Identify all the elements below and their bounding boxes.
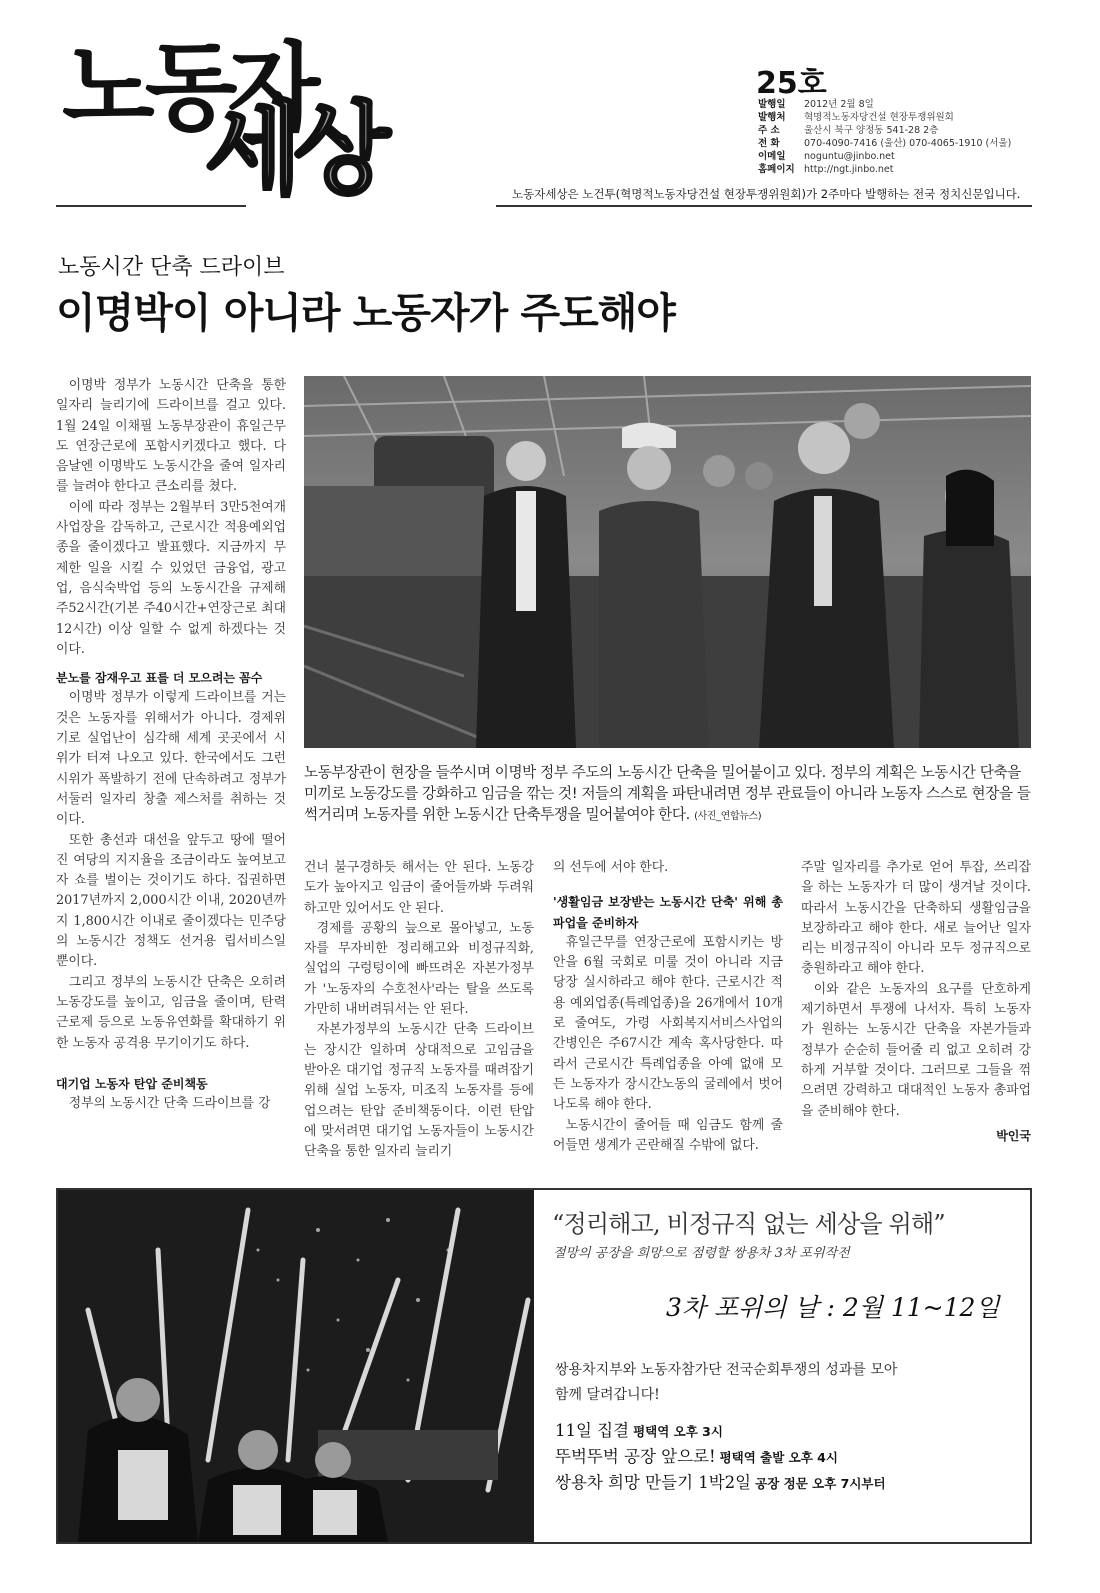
banner-subtitle: 절망의 공장을 희망으로 점령할 쌍용차 3차 포위작전 bbox=[553, 1246, 850, 1261]
email-link[interactable]: noguntu@jinbo.net bbox=[804, 151, 895, 162]
paragraph: 또한 총선과 대선을 앞두고 땅에 떨어진 여당의 지지율을 조금이라도 높여보고자 쇼를 벌이는 것이기도 하다. 집권하면 2017년까지 2,000시간 이내, 2020년까지 1,800시간 이내로 줄이겠다는 민주당의 노동시간 정책도 선거용 립서비스일 뿐이다. bbox=[56, 832, 286, 970]
photo-caption bbox=[304, 762, 1031, 827]
masthead-rule-right bbox=[496, 205, 1032, 207]
section-subhead: 대기업 노동자 탄압 준비책동 bbox=[56, 1076, 208, 1091]
paragraph: 이명박 정부가 노동시간 단축을 통한 일자리 늘리기에 드라이브를 걸고 있다. 1월 24일 이채필 노동부장관이 휴일근무도 연장근로에 포함시키겠다고 했다. 다음날엔 이명박도 노동시간을 줄여 일자리를 늘려야 한다고 큰소리를 쳤다. bbox=[56, 378, 286, 495]
paragraph: 휴일근무를 연장근로에 포함시키는 방안을 6월 국회로 미룰 것이 아니라 지금 당장 실시하라고 해야 한다. 근로시간 적용 예외업종(특례업종)을 26개에서 10개로 줄여도, 가령 사회복지서비스사업의 간병인은 주67시간 계속 혹사당한다. 따라서 근로시간 특례업종을 아예 없애 모든 노동자가 장시간노동의 굴레에서 벗어나도록 해야 한다. bbox=[553, 934, 783, 1113]
caption-text: 노동부장관이 현장을 들쑤시며 이명박 정부 주도의 노동시간 단축을 밀어붙이고 있다. 정부의 계획은 노동시간 단축을 미끼로 노동강도를 강화하고 임금을 깎는 것! 저들의 계획을 파탄내려면 정부 관료들이 아니라 노동자 스스로 현장을 들썩거리며 노동자를 위한 노동시간 단축투쟁을 밀어붙여야 한다. bbox=[304, 764, 1031, 823]
paragraph: 노동시간이 줄어들 때 임금도 함께 줄어들면 생계가 곤란해질 수밖에 없다. bbox=[553, 1117, 783, 1153]
pub-info-row: 전 화 070-4090-7416 (울산) 070-4065-1910 (서울) bbox=[758, 138, 1012, 149]
schedule-item bbox=[555, 1444, 886, 1470]
paragraph: 이명박 정부가 이렇게 드라이브를 거는 것은 노동자를 위해서가 아니다. 경제위기로 실업난이 심각해 세계 곳곳에서 시위가 터져 나오고 있다. 한국에서도 그런 시위가 폭발하기 전에 단속하려고 정부가 서둘러 일자리 창출 제스처를 취하는 것이다. bbox=[56, 690, 286, 828]
banner-lead bbox=[555, 1358, 995, 1408]
section-subhead: 분노를 잠재우고 표를 더 모으려는 꼼수 bbox=[56, 671, 263, 686]
logo-title: 노동자 bbox=[62, 32, 311, 144]
pub-info-row: 발행일 2012년 2월 8일 bbox=[758, 99, 874, 110]
article-column-3 bbox=[553, 858, 783, 1176]
paragraph: 건너 불구경하듯 해서는 안 된다. 노동강도가 높아지고 임금이 줄어들까봐 두려워하고만 있어서도 안 된다. bbox=[304, 860, 534, 916]
schedule-detail: 평택역 출발 오후 4시 bbox=[719, 1450, 838, 1465]
paragraph: 이에 따라 정부는 2월부터 3만5천여개 사업장을 감독하고, 근로시간 적용예외업종을 줄이겠다고 발표했다. 지금까지 무제한 일을 시킬 수 있었던 금융업, 광고업, 음식숙박업 등의 노동시간을 규제해 주52시간(기본 주40시간+연장근로 최대 12시간) 이상 일할 수 없게 하겠다는 것이다. bbox=[56, 499, 286, 657]
banner-lead-line: 쌍용차지부와 노동자참가단 전국순회투쟁의 성과를 모아 bbox=[555, 1362, 898, 1378]
paragraph: 이와 같은 노동자의 요구를 단호하게 제기하면서 투쟁에 나서자. 특히 노동자가 원하는 노동시간 단축을 자본가들과 정부가 순순히 들어줄 리 없고 오히려 강하게 거부할 것이다. 그러므로 그들을 꺾으려면 강력하고 대대적인 노동자 총파업을 준비해야 한다. bbox=[801, 981, 1031, 1119]
article-headline: 이명박이 아니라 노동자가 주도해야 bbox=[56, 289, 675, 337]
paragraph: 주말 일자리를 추가로 얻어 투잡, 쓰리잡을 하는 노동자가 더 많이 생겨날 것이다. 따라서 노동시간을 단축하되 생활임금을 보장하라고 해야 한다. 새로 늘어난 일자리는 비정규직이 아니라 모두 정규직으로 충원하라고 해야 한다. bbox=[801, 860, 1031, 977]
main-photo bbox=[304, 376, 1031, 748]
issue-number: 25호 bbox=[756, 66, 827, 101]
article-column-4 bbox=[801, 858, 1031, 1176]
byline: 박인국 bbox=[996, 1128, 1031, 1143]
paragraph: 의 선두에 서야 한다. bbox=[553, 860, 669, 875]
factory-visit-photo bbox=[304, 376, 1031, 748]
publication-info bbox=[758, 98, 1011, 176]
paragraph: 그리고 정부의 노동시간 단축은 오히려 노동강도를 높이고, 임금을 줄이며, 탄력근로제 등으로 노동유연화를 확대하기 위한 노동자 공격용 무기이기도 하다. bbox=[56, 974, 286, 1051]
logo-subtitle: 세상 bbox=[205, 91, 383, 208]
banner-lead-line: 함께 달려갑니다! bbox=[555, 1387, 660, 1403]
paragraph: 자본가정부의 노동시간 단축 드라이브는 장시간 일하며 상대적으로 고임금을 받아온 대기업 정규직 노동자를 때려잡기 위해 실업 노동자, 미조직 노동자를 등에 업으려는 탄압 준비책동이다. 이런 탄압에 맞서려면 대기업 노동자들이 노동시간 단축을 통한 일자리 늘리기 bbox=[304, 1022, 534, 1160]
masthead-rule-left bbox=[56, 205, 246, 207]
rally-photo bbox=[58, 1190, 534, 1542]
photo-credit: (사진_연합뉴스) bbox=[694, 811, 762, 822]
article-kicker: 노동시간 단축 드라이브 bbox=[58, 255, 285, 280]
schedule-detail: 공장 정문 오후 7시부터 bbox=[755, 1476, 886, 1491]
article-column-2 bbox=[304, 858, 534, 1176]
paragraph: 경제를 공황의 늪으로 몰아넣고, 노동자를 무자비한 정리해고와 비정규직화, 실업의 구렁텅이에 빠뜨려온 자본가정부가 '노동자의 수호천사'라는 탈을 쓰도록 가만히 내버려둬서는 안 된다. bbox=[304, 920, 534, 1018]
banner-photo bbox=[58, 1190, 534, 1542]
homepage-link[interactable]: http://ngt.jinbo.net bbox=[804, 164, 894, 175]
schedule-detail: 평택역 오후 3시 bbox=[633, 1424, 723, 1439]
schedule-item bbox=[555, 1418, 886, 1444]
pub-info-row: 주 소 울산시 북구 양정동 541-28 2층 bbox=[758, 125, 939, 136]
section-subhead: '생활임금 보장받는 노동시간 단축' 위해 총파업을 준비하자 bbox=[553, 895, 783, 930]
paragraph: 정부의 노동시간 단축 드라이브를 강 bbox=[68, 1096, 271, 1112]
pub-info-row: 발행처 혁명적노동자당건설 현장투쟁위원회 bbox=[758, 112, 954, 123]
banner-quote: “정리해고, 비정규직 없는 세상을 위해” bbox=[552, 1210, 945, 1238]
schedule-event: 11일 집결 bbox=[555, 1421, 630, 1440]
tagline: 노동자세상은 노건투(혁명적노동자당건설 현장투쟁위원회)가 2주마다 발행하는 전국 정치신문입니다. bbox=[512, 187, 1021, 201]
pub-info-row: 홈페이지 http://ngt.jinbo.net bbox=[758, 164, 894, 175]
banner-date: 3차 포위의 날 : 2월 11~12일 bbox=[666, 1293, 1000, 1322]
article-column-1 bbox=[56, 376, 286, 1171]
pub-info-row: 이메일 noguntu@jinbo.net bbox=[758, 151, 895, 162]
masthead bbox=[0, 0, 1100, 220]
event-schedule bbox=[555, 1418, 886, 1496]
schedule-item bbox=[555, 1470, 886, 1496]
schedule-event: 쌍용차 희망 만들기 1박2일 bbox=[555, 1473, 752, 1492]
schedule-event: 뚜벅뚜벅 공장 앞으로! bbox=[555, 1447, 716, 1466]
event-banner bbox=[56, 1188, 1032, 1544]
